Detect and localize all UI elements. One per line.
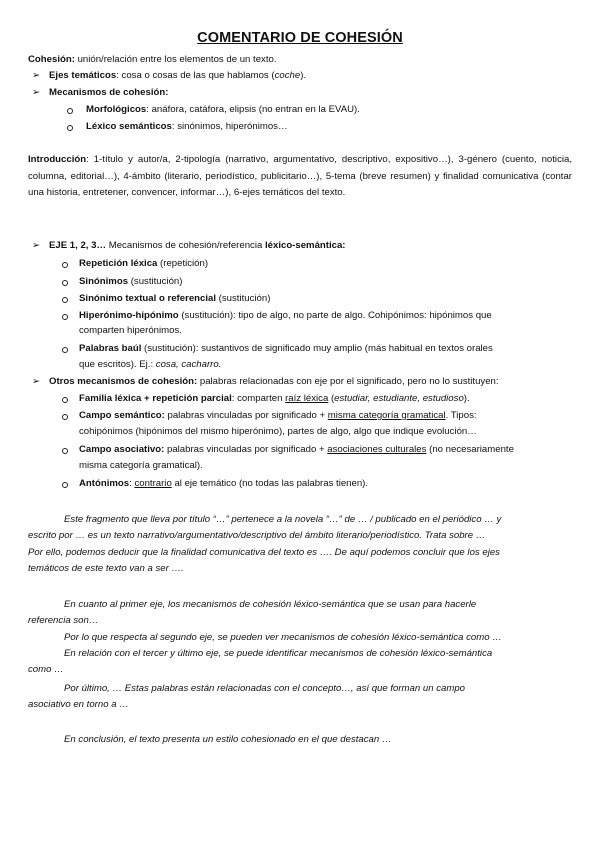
lexico-text: : sinónimos, hiperónimos… [171,121,288,132]
item-label: Repetición léxica [79,258,158,269]
item-text: palabras vinculadas por significado + [164,444,328,455]
lexico-label: Léxico semánticos [86,121,172,132]
list-item [79,258,208,270]
arrow-bullet-icon: ➢ [32,376,41,387]
intro-label: Introducción [28,154,87,165]
template-line: En conclusión, el texto presenta un estilo cohesionado en el que destacan … [64,734,392,745]
morfologicos-label: Morfológicos [86,104,147,115]
ejes-label: Ejes temáticos [49,70,117,81]
arrow-bullet-icon: ➢ [32,70,41,81]
arrow-bullet-icon: ➢ [32,240,41,251]
list-item [79,343,493,355]
item-text: palabras vinculadas por significado + [164,410,328,421]
template-line: Por lo que respecta al segundo eje, se pueden ver mecanismos de cohesión léxico-semántica como … [64,632,502,643]
item-underlined: raíz léxica [285,393,329,404]
ejes-example: coche [274,70,301,81]
morfologicos-text: : anáfora, catáfora, elipsis (no entran en la EVAU). [146,104,360,115]
item-text: (sustitución) [128,276,183,287]
circle-bullet-icon [62,314,68,320]
item-underlined: misma categoría gramatical [327,410,446,421]
otros-heading [49,376,499,388]
item-text: (repetición) [157,258,209,269]
template-line: escrito por … es un texto narrativo/argumentativo/descriptivo del ámbito literario/periodístico. Trata sobre … [28,530,486,541]
lexico-item [86,121,288,133]
item-label: Hiperónimo-hipónimo [79,310,179,321]
otros-text: palabras relacionadas con eje por el significado, pero no lo sustituyen: [197,376,499,387]
circle-bullet-icon [62,297,68,303]
circle-bullet-icon [62,347,68,353]
template-line: referencia son… [28,615,99,626]
list-item [79,276,182,288]
item-label: Sinónimos [79,276,129,287]
item-label: Campo semántico: [79,410,165,421]
circle-bullet-icon [67,108,73,114]
circle-bullet-icon [62,414,68,420]
eje-text: Mecanismos de cohesión/referencia [106,240,265,251]
template-line: temáticos de este texto van a ser …. [28,563,184,574]
ejes-end: ). [300,70,307,81]
item-text: : [129,478,135,489]
list-item [79,478,368,490]
list-item [79,393,470,405]
item-text: ). [463,393,470,404]
item-label: Palabras baúl [79,343,142,354]
template-line: En relación con el tercer y último eje, se puede identificar mecanismos de cohesión léxico-semántica [64,648,493,659]
circle-bullet-icon [62,448,68,454]
template-line: asociativo en torno a … [28,699,129,710]
item-text: (sustitución) [216,293,271,304]
item-label: Familia léxica + repetición parcial [79,393,232,404]
morfologicos-item [86,104,360,116]
list-item [79,444,514,456]
item-text: (sustitución): sustantivos de significado muy amplio (más habitual en textos orales [141,343,493,354]
item-text: al eje temático (no todas las palabras tienen). [171,478,369,489]
cohesion-label: Cohesión: [28,54,75,65]
item-example: estudiar, estudiante, estudioso [334,393,464,404]
template-line: Por último, … Estas palabras están relacionadas con el concepto…, así que forman un campo [64,683,466,694]
intro-text: : 1-título y autor/a, 2-tipología (narrativo, argumentativo, descriptivo, expositivo…), 3-género (cuento, noticia, columna, editorial…), 4-ámbito (literario, periodístico, publicitario…), 5-tema (breve resumen) y finalidad comunicativa (contar una historia, entretener, convencer, informar…), 6-ejes temáticos del texto. [28,154,572,199]
ejes-text: : cosa o cosas de las que hablamos ( [116,70,275,81]
page-title: COMENTARIO DE COHESIÓN [197,30,403,46]
item-continuation: comparten hiperónimos. [79,325,182,336]
list-item [79,310,492,322]
item-underlined: asociaciones culturales [327,444,427,455]
template-line: Por ello, podemos deducir que la finalidad comunicativa del texto es …. De aquí podemos concluir que los ejes [28,547,500,558]
template-line: como … [28,664,64,675]
arrow-bullet-icon: ➢ [32,87,41,98]
item-label: Sinónimo textual o referencial [79,293,217,304]
item-text: (sustitución): tipo de algo, no parte de algo. Cohipónimos: hipónimos que [178,310,492,321]
eje-heading [49,240,346,252]
circle-bullet-icon [62,280,68,286]
item-text: (no necesariamente [426,444,514,455]
item-continuation: cohipónimos (hipónimos del mismo hiperónimo), partes de algo, algo que indique evolución… [79,426,477,437]
item-continuation: misma categoría gramatical). [79,460,203,471]
item-label: Antónimos [79,478,130,489]
item-continuation [79,359,221,371]
item-text: : comparten [231,393,286,404]
eje-label: EJE 1, 2, 3… [49,240,107,251]
item-label: Campo asociativo: [79,444,165,455]
circle-bullet-icon [67,125,73,131]
circle-bullet-icon [62,482,68,488]
template-line: Este fragmento que lleva por título “…” pertenece a la novela “…” de … / publicado en el periódico … y [64,514,502,525]
circle-bullet-icon [62,262,68,268]
item-underlined: contrario [134,478,172,489]
list-item [79,293,270,305]
cohesion-definition [28,54,277,66]
item-text: . Tipos: [445,410,477,421]
item-text: ( [328,393,335,404]
mecanismos-label: Mecanismos de cohesión: [49,87,169,98]
circle-bullet-icon [62,397,68,403]
item-example: cosa, cacharro. [155,359,222,370]
list-item [79,410,477,422]
template-line: En cuanto al primer eje, los mecanismos de cohesión léxico-semántica que se usan para hacerle [64,599,477,610]
otros-label: Otros mecanismos de cohesión: [49,376,198,387]
cohesion-text: unión/relación entre los elementos de un texto. [74,54,277,65]
item-text: que escritos). Ej.: [79,359,156,370]
eje-bold: léxico-semántica: [264,240,346,251]
ejes-tematicos-item [49,70,306,82]
introduccion-paragraph [28,152,572,202]
